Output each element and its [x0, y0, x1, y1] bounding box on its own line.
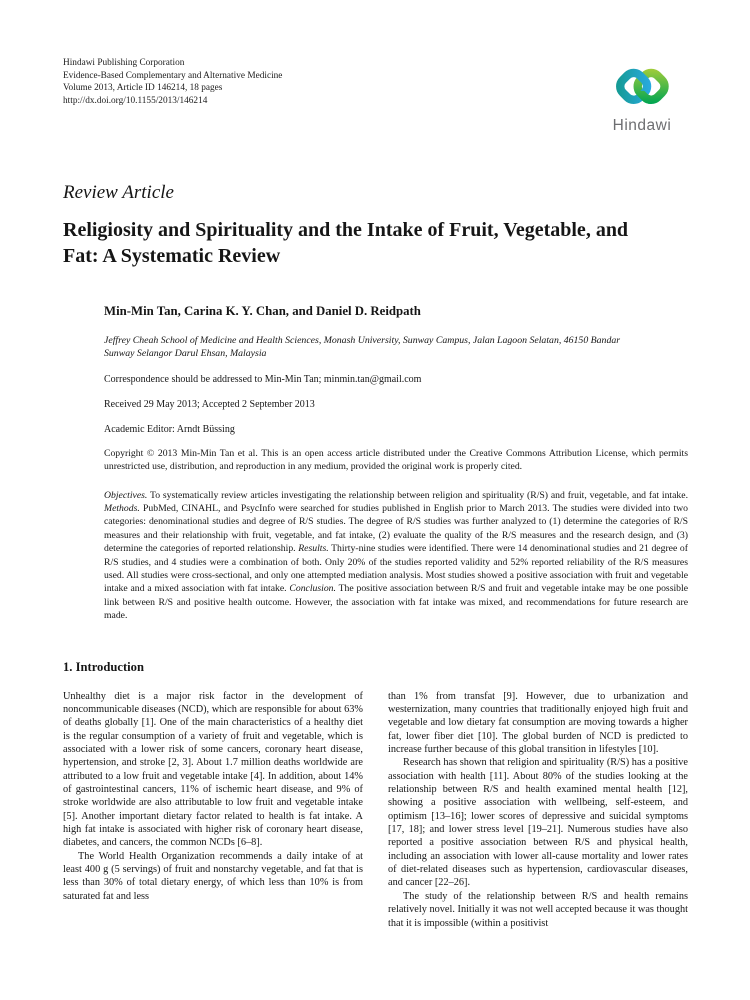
abstract	[104, 489, 688, 623]
body-paragraph: Unhealthy diet is a major risk factor in the development of noncommunicable diseases (NCD), which are responsible for about 63% of deaths globally [1]. One of the main characteristics of a healthy diet is the regular consumption of a variety of fruit and vegetable, which is associated with a lower risk of some cancers, coronary heart disease, hypertension, and stroke [2, 3]. About 1.7 million deaths worldwide are attributed to a low fruit and vegetable intake [4]. In addition, about 14% of gastrointestinal cancers, 11% of ischemic heart disease, and 9% of stroke worldwide are also attributable to low fruit and vegetable intake [5]. Another important dietary factor related to health is fat intake. A high fat intake is associated with higher risk of coronary heart disease, diabetes, and cancers, the common NCDs [6–8].	[63, 690, 363, 849]
authors-line: Min-Min Tan, Carina K. Y. Chan, and Daniel D. Reidpath	[104, 304, 421, 318]
volume-info: Volume 2013, Article ID 146214, 18 pages	[63, 83, 223, 94]
abstract-methods-label: Methods.	[104, 503, 140, 514]
abstract-conclusion-label: Conclusion.	[289, 583, 336, 595]
two-column-body	[63, 690, 688, 930]
abstract-results-label: Results.	[298, 543, 329, 555]
abstract-conclusion-text: The positive association between R/S and fruit and vegetable intake may be one possible link between R/S and positive health outcome. However, the association with fat intake was mixed, and recommendations for future research are made.	[104, 583, 688, 622]
body-right-column	[388, 690, 688, 930]
publication-info	[63, 57, 282, 107]
copyright-notice: Copyright © 2013 Min-Min Tan et al. This is an open access article distributed under the Creative Commons Attribution License, which permits unrestricted use, distribution, and reproduction in any medium, provided the original work is properly cited.	[104, 448, 688, 472]
abstract-methods-text: PubMed, CINAHL, and PsycInfo were searched for studies published in English prior to March 2013. The studies were divided into two categories: denominational studies and degree of R/S studies. The degree of R/S studies was further analyzed to (1) determine the categories of R/S measures and their relationship with fruit, vegetable, and fat intake, (2) evaluate the quality of the R/S measures and the research design, and (3) determine the categories of reported relationship.	[104, 503, 688, 555]
affiliation-line: Jeffrey Cheah School of Medicine and Health Sciences, Monash University, Sunway Campus, Jalan Lagoon Selatan, 46150 Bandar Sunway Selangor Darul Ehsan, Malaysia	[104, 335, 621, 359]
abstract-objectives-text: To systematically review articles investigating the relationship between religion and spirituality (R/S) and fruit, vegetable, and fat intake.	[147, 489, 688, 501]
body-paragraph: The World Health Organization recommends a daily intake of at least 400 g (5 servings) of fruit and nonstarchy vegetable, and fat that is less than 30% of total dietary energy, of which less than 10% is from saturated fat and less	[63, 850, 363, 902]
doi-link[interactable]: http://dx.doi.org/10.1155/2013/146214	[63, 95, 208, 106]
article-type-label: Review Article	[63, 182, 174, 203]
body-left-column	[63, 690, 363, 930]
abstract-results-text: Thirty-nine studies were identified. There were 14 denominational studies and 21 degree of R/S studies, and 4 studies were a combination of both. Only 20% of the studies reported validity and 52% reported reliability of the R/S measures used. All studies were cross-sectional, and only one attempted mediation analysis. Most studies showed a positive association with fruit and vegetable intake and a mixed association with fat intake.	[104, 543, 688, 595]
hindawi-logo-icon	[604, 59, 680, 116]
page-header	[63, 57, 688, 135]
journal-name: Evidence-Based Complementary and Alternative Medicine	[63, 70, 283, 81]
received-accepted-line: Received 29 May 2013; Accepted 2 September 2013	[104, 399, 315, 410]
hindawi-logo	[596, 59, 688, 135]
front-matter	[104, 304, 688, 623]
article-title: Religiosity and Spirituality and the Intake of Fruit, Vegetable, and Fat: A Systematic Review	[63, 219, 629, 267]
body-paragraph: Research has shown that religion and spirituality (R/S) has a positive association with health [11]. About 80% of the studies looking at the relationship between R/S and health examined mental health [12], showing a positive association with wellbeing, self-esteem, and optimism [13–16]; lower scores of depressive and suicidal symptoms [17, 18]; and lower stress level [19–21]. Numerous studies have also reported a positive association between R/S and physical health, including an association with lower all-cause mortality and lower rates of diet-related diseases such as hypertension, cardiovascular diseases, and cancer [22–26].	[388, 757, 688, 889]
hindawi-wordmark: Hindawi	[612, 117, 672, 134]
correspondence-line[interactable]: Correspondence should be addressed to Min-Min Tan; minmin.tan@gmail.com	[104, 374, 422, 385]
body-paragraph: The study of the relationship between R/S and health remains relatively novel. Initially it was not well accepted because it was thought that it is impossible (within a positivist	[388, 890, 688, 929]
abstract-objectives-label: Objectives.	[104, 489, 148, 501]
body-paragraph: than 1% from transfat [9]. However, due to urbanization and westernization, many countries that traditionally enjoyed high fruit and vegetable and low dietary fat consumption are moving towards a higher fat, lower fiber diet [10]. The global burden of NCD is predicted to increase further because of this global transition in lifestyles [10].	[388, 690, 688, 756]
publisher-name: Hindawi Publishing Corporation	[63, 58, 185, 68]
academic-editor-line: Academic Editor: Arndt Büssing	[104, 424, 235, 435]
section-heading-introduction: 1. Introduction	[63, 659, 144, 674]
